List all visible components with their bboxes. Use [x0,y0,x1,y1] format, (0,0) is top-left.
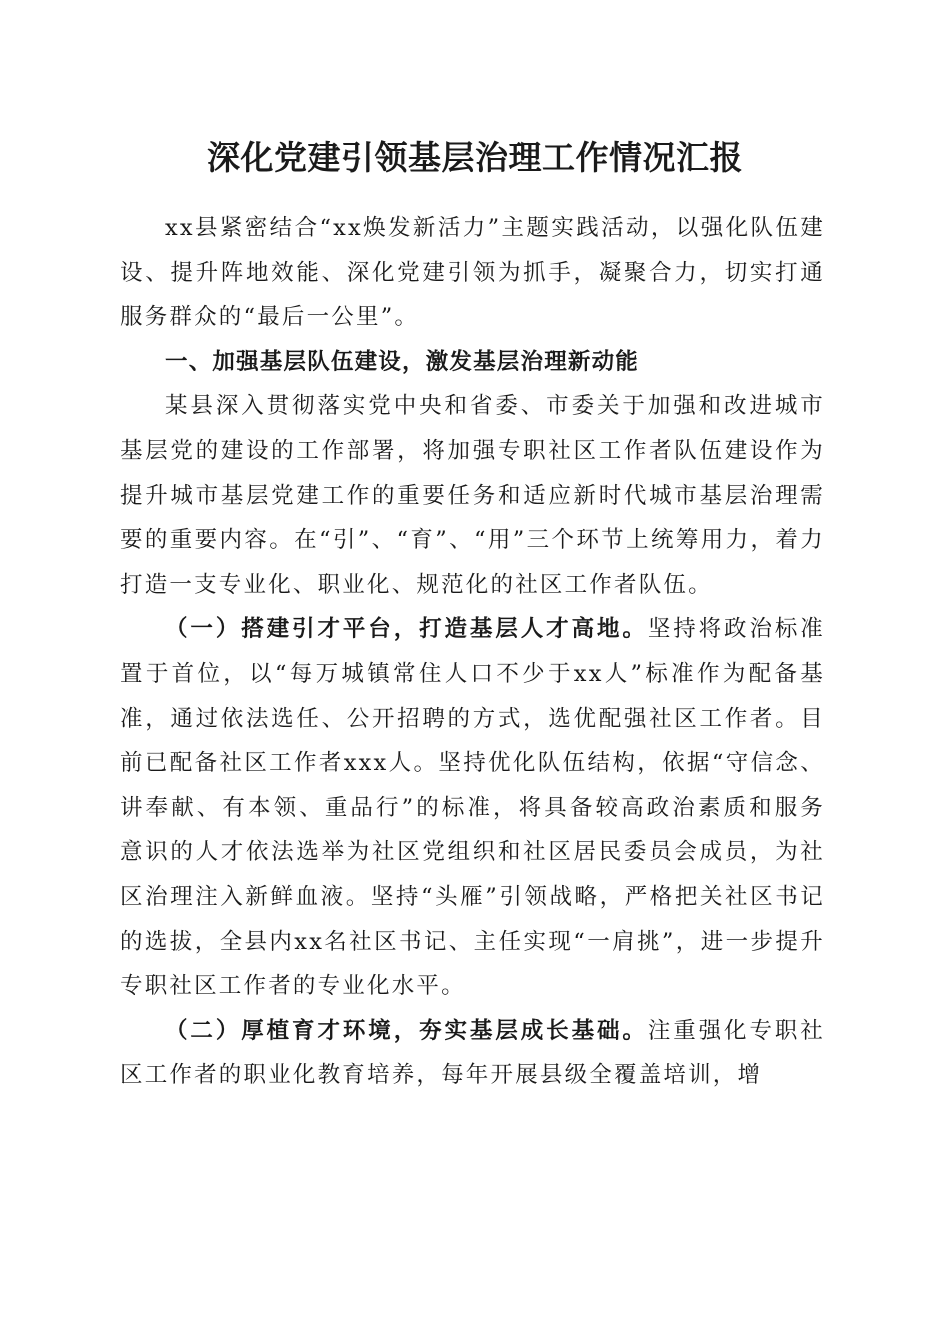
intro-paragraph: xx县紧密结合“xx焕发新活力”主题实践活动，以强化队伍建设、提升阵地效能、深化党建引领为抓手，凝聚合力，切实打通服务群众的“最后一公里”。 [120,215,825,331]
section-1-heading: 一、加强基层队伍建设，激发基层治理新动能 [165,348,640,375]
section-1-paragraph: 某县深入贯彻落实党中央和省委、市委关于加强和改进城市基层党的建设的工作部署，将加强专职社区工作者队伍建设作为提升城市基层党建工作的重要任务和适应新时代城市基层治理需要的重要内容。在“引”、“育”、“用”三个环节上统筹用力，着力打造一支专业化、职业化、规范化的社区工作者队伍。 [120,393,825,598]
document-body [120,206,825,1098]
subsection-1-lead: （一）搭建引才平台，打造基层人才高地。 [165,616,648,643]
subsection-1-paragraph [120,607,825,1008]
subsection-2-paragraph [120,1009,825,1098]
subsection-1-text: 坚持将政治标准置于首位，以“每万城镇常住人口不少于xx人”标准作为配备基准，通过依法选任、公开招聘的方式，选优配强社区工作者。目前已配备社区工作者xxx人。坚持优化队伍结构，依据“守信念、讲奉献、有本领、重品行”的标准，将具备较高政治素质和服务意识的人才依法选举为社区党组织和社区居民委员会成员，为社区治理注入新鲜血液。坚持“头雁”引领战略，严格把关社区书记的选拔，全县内xx名社区书记、主任实现“一肩挑”，进一步提升专职社区工作者的专业化水平。 [120,616,825,1000]
document-title: 深化党建引领基层治理工作情况汇报 [207,138,743,177]
subsection-2-lead: （二）厚植育才环境，夯实基层成长基础。 [165,1017,648,1044]
subsection-2-text: 注重强化专职社区工作者的职业化教育培养，每年开展县级全覆盖培训，增 [120,1017,825,1089]
